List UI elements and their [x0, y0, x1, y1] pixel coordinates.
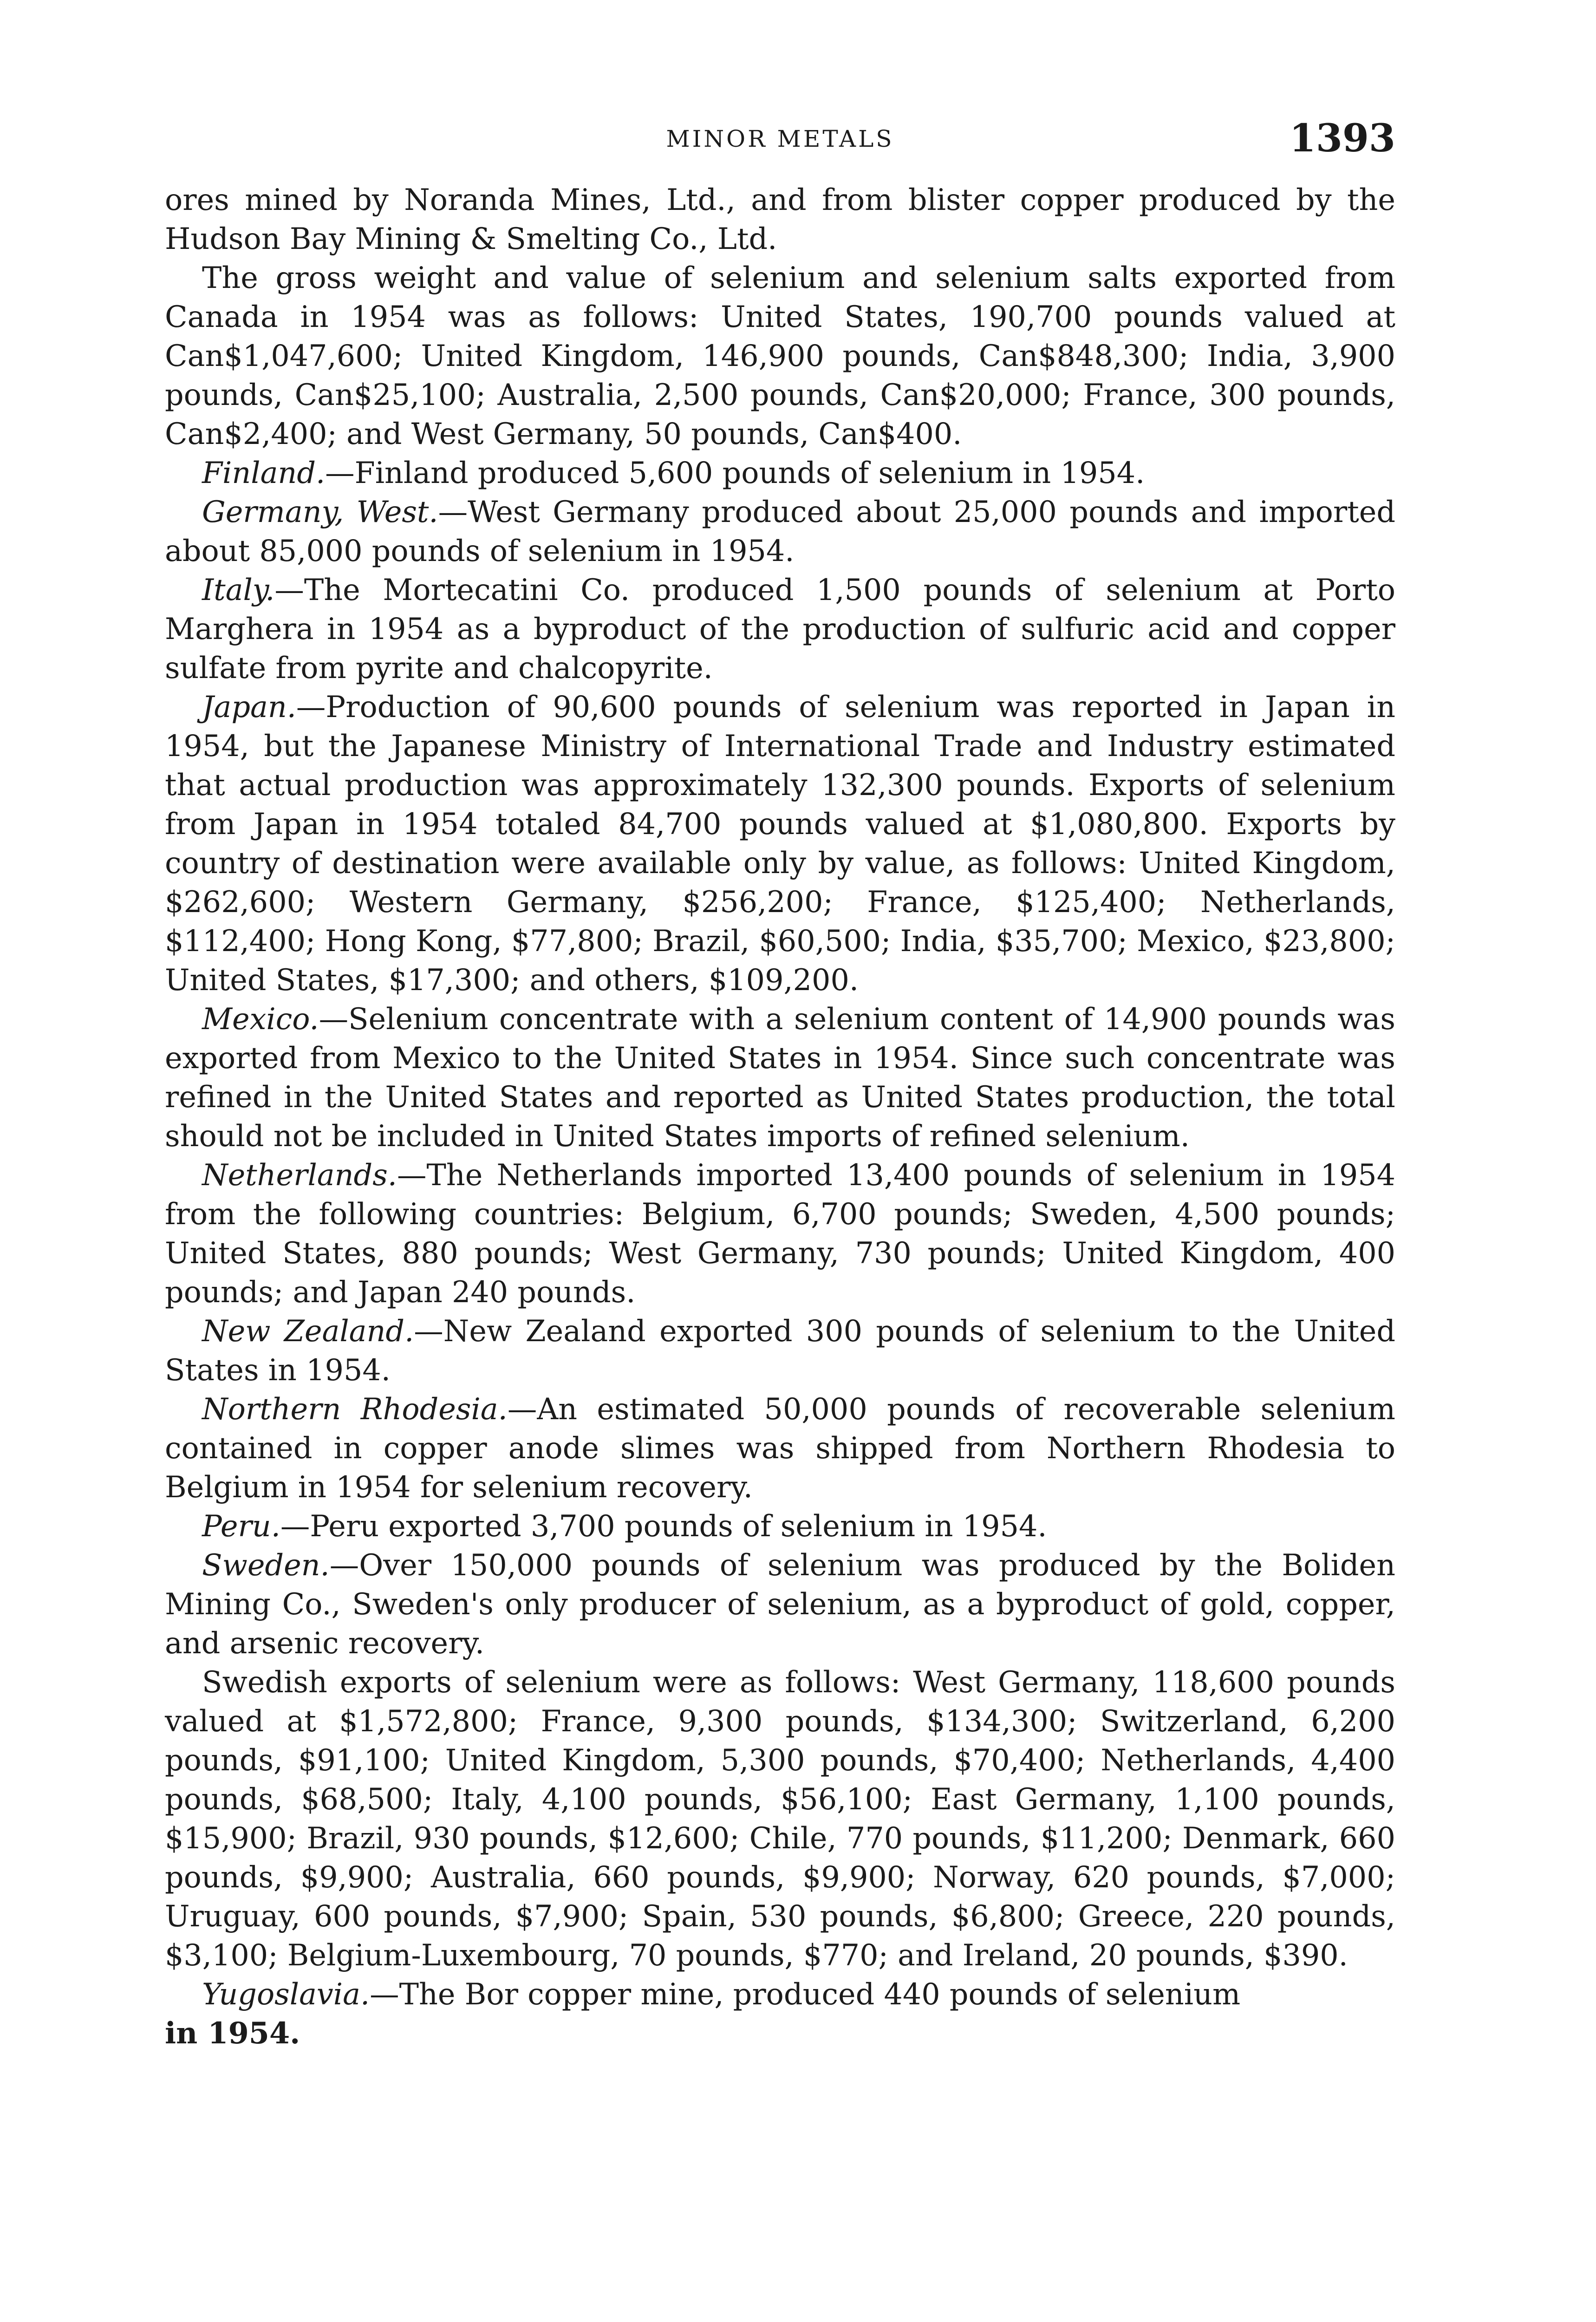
paragraph-finland — [165, 453, 1395, 492]
country-lead: Germany, West. — [202, 495, 438, 529]
paragraph-new-zealand — [165, 1311, 1395, 1389]
paragraph-text: —The Bor copper mine, produced 440 pounds of selenium — [370, 1977, 1241, 2011]
page-number: 1393 — [1289, 116, 1395, 161]
paragraph-netherlands — [165, 1155, 1395, 1311]
paragraph-northern-rhodesia — [165, 1389, 1395, 1507]
paragraph-text: —West Germany produced about 25,000 pounds and imported about 85,000 pounds of selenium in 1954. — [165, 495, 1395, 568]
country-lead: Peru. — [202, 1509, 280, 1543]
paragraph-japan — [165, 687, 1395, 999]
paragraph-final-line: in 1954. — [165, 2015, 300, 2050]
paragraph-text: —Finland produced 5,600 pounds of selenium in 1954. — [325, 456, 1145, 490]
paragraph-peru — [165, 1507, 1395, 1546]
country-lead: Japan. — [202, 690, 296, 724]
paragraph-text: —The Mortecatini Co. produced 1,500 pounds of selenium at Porto Marghera in 1954 as a byproduct of the production of sulfuric acid and copper sulfate from pyrite and chalcopyrite. — [165, 573, 1395, 685]
body-text — [165, 180, 1395, 2053]
document-page — [165, 116, 1395, 2053]
paragraph-canada-exports — [165, 258, 1395, 453]
paragraph-germany-west — [165, 492, 1395, 570]
paragraph-text: The gross weight and value of selenium and selenium salts exported from Canada in 1954 was as follows: United States, 190,700 pounds valued at Can$1,047,600; United Kingdom, 146,900 pounds, Can$848,300; India, 3,900 pounds, Can$25,100; Australia, 2,500 pounds, Can$20,000; France, 300 pounds, Can$2,400; and West Germany, 50 pounds, Can$400. — [165, 261, 1395, 451]
paragraph-text: —The Netherlands imported 13,400 pounds of selenium in 1954 from the following countries: Belgium, 6,700 pounds; Sweden, 4,500 pounds; United States, 880 pounds; West Germany, 730 pounds; United Kingdom, 400 pounds; and Japan 240 pounds. — [165, 1158, 1395, 1309]
paragraph-sweden — [165, 1546, 1395, 1663]
paragraph-text: Swedish exports of selenium were as follows: West Germany, 118,600 pounds valued at $1,572,800; France, 9,300 pounds, $134,300; Switzerland, 6,200 pounds, $91,100; United Kingdom, 5,300 pounds, $70,400; Netherlands, 4,400 pounds, $68,500; Italy, 4,100 pounds, $56,100; East Germany, 1,100 pounds, $15,900; Brazil, 930 pounds, $12,600; Chile, 770 pounds, $11,200; Denmark, 660 pounds, $9,900; Australia, 660 pounds, $9,900; Norway, 620 pounds, $7,000; Uruguay, 600 pounds, $7,900; Spain, 530 pounds, $6,800; Greece, 220 pounds, $3,100; Belgium-Luxembourg, 70 pounds, $770; and Ireland, 20 pounds, $390. — [165, 1665, 1395, 1972]
paragraph-text: —Production of 90,600 pounds of selenium was reported in Japan in 1954, but the Japanese Ministry of International Trade and Industry estimated that actual production was approximately 132,300 pounds. Exports of selenium from Japan in 1954 totaled 84,700 pounds valued at $1,080,800. Exports by country of destination were available only by value, as follows: United Kingdom, $262,600; Western Germany, $256,200; France, $125,400; Netherlands, $112,400; Hong Kong, $77,800; Brazil, $60,500; India, $35,700; Mexico, $23,800; United States, $17,300; and others, $109,200. — [165, 690, 1395, 997]
running-title: MINOR METALS — [666, 125, 894, 152]
running-head — [165, 116, 1395, 167]
country-lead: Sweden. — [202, 1548, 330, 1582]
country-lead: Northern Rhodesia. — [202, 1392, 508, 1426]
paragraph-mexico — [165, 999, 1395, 1155]
country-lead: Italy. — [202, 573, 275, 607]
paragraph-text: —Over 150,000 pounds of selenium was produced by the Boliden Mining Co., Sweden's only producer of selenium, as a byproduct of gold, copper, and arsenic recovery. — [165, 1548, 1395, 1660]
paragraph-text: —Selenium concentrate with a selenium content of 14,900 pounds was exported from Mexico to the United States in 1954. Since such concentrate was refined in the United States and reported as United States production, the total should not be included in United States imports of refined selenium. — [165, 1002, 1395, 1153]
paragraph-text: ores mined by Noranda Mines, Ltd., and from blister copper produced by the Hudson Bay Mining & Smelting Co., Ltd. — [165, 183, 1395, 256]
paragraph-italy — [165, 570, 1395, 687]
paragraph-text: —Peru exported 3,700 pounds of selenium in 1954. — [280, 1509, 1047, 1543]
paragraph-text: —An estimated 50,000 pounds of recoverable selenium contained in copper anode slimes was shipped from Northern Rhodesia to Belgium in 1954 for selenium recovery. — [165, 1392, 1395, 1504]
country-lead: Mexico. — [202, 1002, 319, 1036]
paragraph-canada-continued — [165, 180, 1395, 258]
paragraph-swedish-exports — [165, 1663, 1395, 1975]
country-lead: Finland. — [202, 456, 326, 490]
paragraph-yugoslavia — [165, 1975, 1395, 2053]
paragraph-text: —New Zealand exported 300 pounds of selenium to the United States in 1954. — [165, 1314, 1395, 1387]
country-lead: Netherlands. — [202, 1158, 397, 1192]
country-lead: New Zealand. — [202, 1314, 414, 1348]
country-lead: Yugoslavia. — [202, 1977, 370, 2011]
